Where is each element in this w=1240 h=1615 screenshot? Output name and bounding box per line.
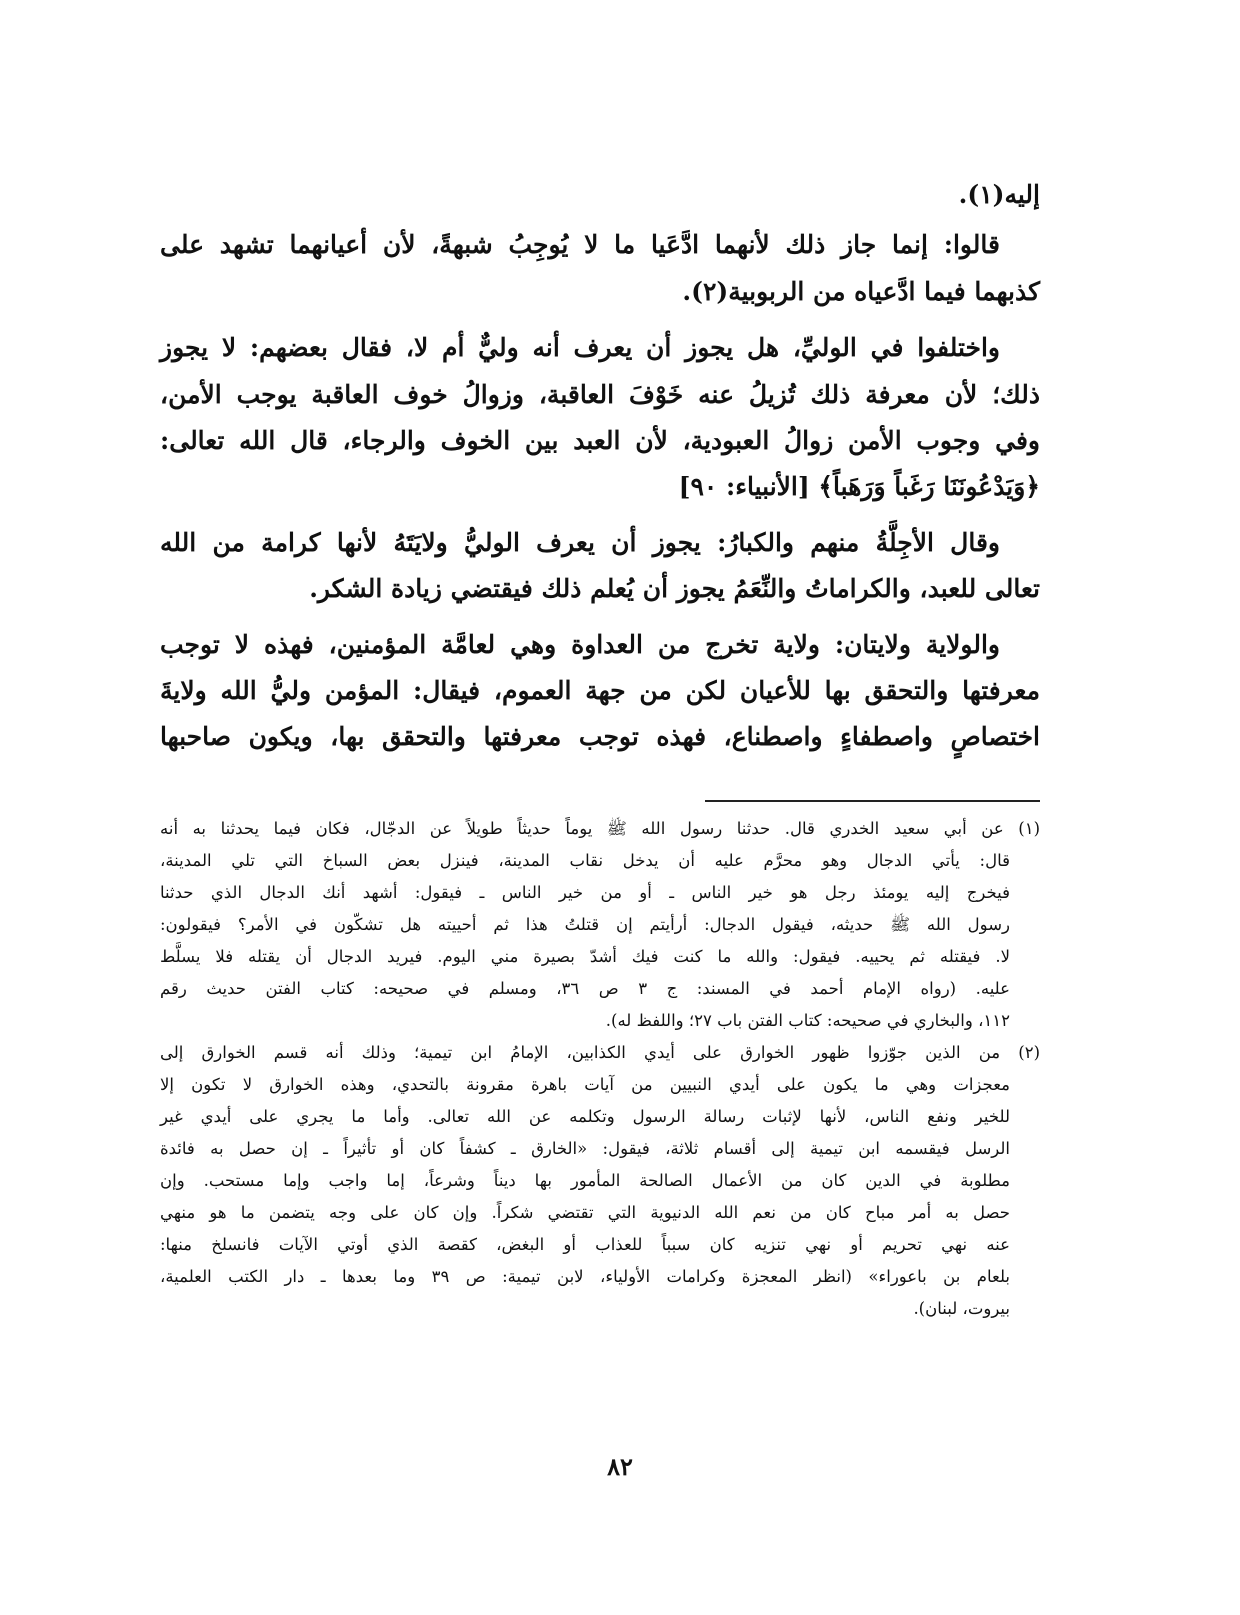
footnote-line: الرسل فيقسمه ابن تيمية إلى أقسام ثلاثة، فيقول: «الخارق ـ كشفاً كان أو تأثيراً ـ إن حصل به فائدة (160, 1139, 1010, 1158)
footnote-line: معجزات وهي ما يكون على أيدي النبيين من آيات باهرة مقرونة بالتحدي، وهذه الخوارق لا تكون إلا (160, 1075, 1010, 1094)
body-line: تعالى للعبد، والكراماتُ والنِّعَمُ يجوز أن يُعلم ذلك فيقتضي زيادة الشكر. (309, 574, 1040, 603)
quran-verse: ﴿وَيَدْعُونَنَا رَغَباً وَرَهَباً﴾ [الأنبياء: ٩٠] (678, 472, 1040, 501)
footnote-1: (١) عن أبي سعيد الخدري قال. حدثنا رسول الله ﷺ يوماً حديثاً طويلاً عن الدجّال، فكان فيما يحدثنا به أنه (160, 819, 1040, 838)
body-line: اختصاصٍ واصطفاءٍ واصطناع، فهذه توجب معرفتها والتحقق بها، ويكون صاحبها (160, 722, 1040, 751)
body-line: قالوا: إنما جاز ذلك لأنهما ادَّعَيا ما لا يُوجِبُ شبهةً، لأن أعيانهما تشهد على (160, 230, 1000, 259)
footnote-line: بلعام بن باعوراء» (انظر المعجزة وكرامات الأولياء، لابن تيمية: ص ٣٩ وما بعدها ـ دار الكتب العلمية، (160, 1267, 1011, 1286)
footnote-line: عليه. (رواه الإمام أحمد في المسند: ج ٣ ص ٣٦، ومسلم في صحيحه: كتاب الفتن حديث رقم (160, 979, 1010, 998)
footnote-line: قال: يأتي الدجال وهو محرَّم عليه أن يدخل نقاب المدينة، فينزل بعض السباخ التي تلي المدينة، (160, 851, 1010, 870)
body-line: وقال الأجِلَّةُ منهم والكبارُ: يجوز أن يعرف الوليُّ ولايَتَهُ لأنها كرامة من الله (160, 528, 1000, 557)
footnote-line: بيروت، لبنان). (913, 1299, 1010, 1318)
body-line: واختلفوا في الوليِّ، هل يجوز أن يعرف أنه وليٌّ أم لا، فقال بعضهم: لا يجوز (160, 333, 1000, 362)
footnote-separator (705, 800, 1040, 802)
body-line: والولاية ولايتان: ولاية تخرج من العداوة وهي لعامَّة المؤمنين، فهذه لا توجب (160, 630, 1000, 659)
body-line: وفي وجوب الأمن زوالُ العبودية، لأن العبد بين الخوف والرجاء، قال الله تعالى: (160, 426, 1040, 455)
footnote-line: مطلوبة في الدين كان من الأعمال الصالحة المأمور بها ديناً وشرعاً، إما واجب وإما مستحب. وإن (160, 1171, 1010, 1190)
footnote-line: ١١٢، والبخاري في صحيحه: كتاب الفتن باب ٢٧؛ واللفظ له). (605, 1011, 1010, 1030)
footnote-line: للخير ونفع الناس، لأنها لإثبات رسالة الرسول وتكلمه عن الله تعالى. وأما ما يجري على أيدي غير (160, 1107, 1010, 1126)
footnote-line: فيخرج إليه يومئذ رجل هو خير الناس ـ أو من خير الناس ـ فيقول: أشهد أنك الدجال الذي حدثنا (160, 883, 1010, 902)
page-number: ٨٢ (607, 1452, 633, 1481)
footnote-line: رسول الله ﷺ حديثه، فيقول الدجال: أرأيتم إن قتلتُ هذا ثم أحييته هل تشكّون في الأمر؟ فيقولون: (160, 915, 1010, 934)
body-line: معرفتها والتحقق بها للأعيان لكن من جهة العموم، فيقال: المؤمن وليُّ الله ولايةَ (160, 676, 1040, 705)
footnote-line: لا. فيقتله ثم يحييه. فيقول: والله ما كنت فيك أشدّ بصيرة مني اليوم. فيريد الدجال أن يقتله فلا يسلَّط (160, 947, 1010, 966)
footnote-line: عنه نهي تحريم أو نهي تنزيه كان سبباً للعذاب أو البغض، كقصة الذي أوتي الآيات فانسلخ منها: (160, 1235, 1010, 1254)
footnote-2: (٢) من الذين جوّزوا ظهور الخوارق على أيدي الكذابين، الإمامُ ابن تيمية؛ وذلك أنه قسم الخوارق إلى (160, 1043, 1040, 1062)
footnote-line: حصل به أمر مباح كان من نعم الله الدنيوية التي تقتضي شكراً. وإن كان على وجه يتضمن ما هو منهي (160, 1203, 1010, 1222)
body-line: ذلك؛ لأن معرفة ذلك تُزيلُ عنه خَوْفَ العاقبة، وزوالُ خوف العاقبة يوجب الأمن، (160, 380, 1040, 409)
body-line: إليه(١). (958, 180, 1040, 209)
body-line: كذبهما فيما ادَّعياه من الربوبية(٢). (682, 277, 1040, 306)
